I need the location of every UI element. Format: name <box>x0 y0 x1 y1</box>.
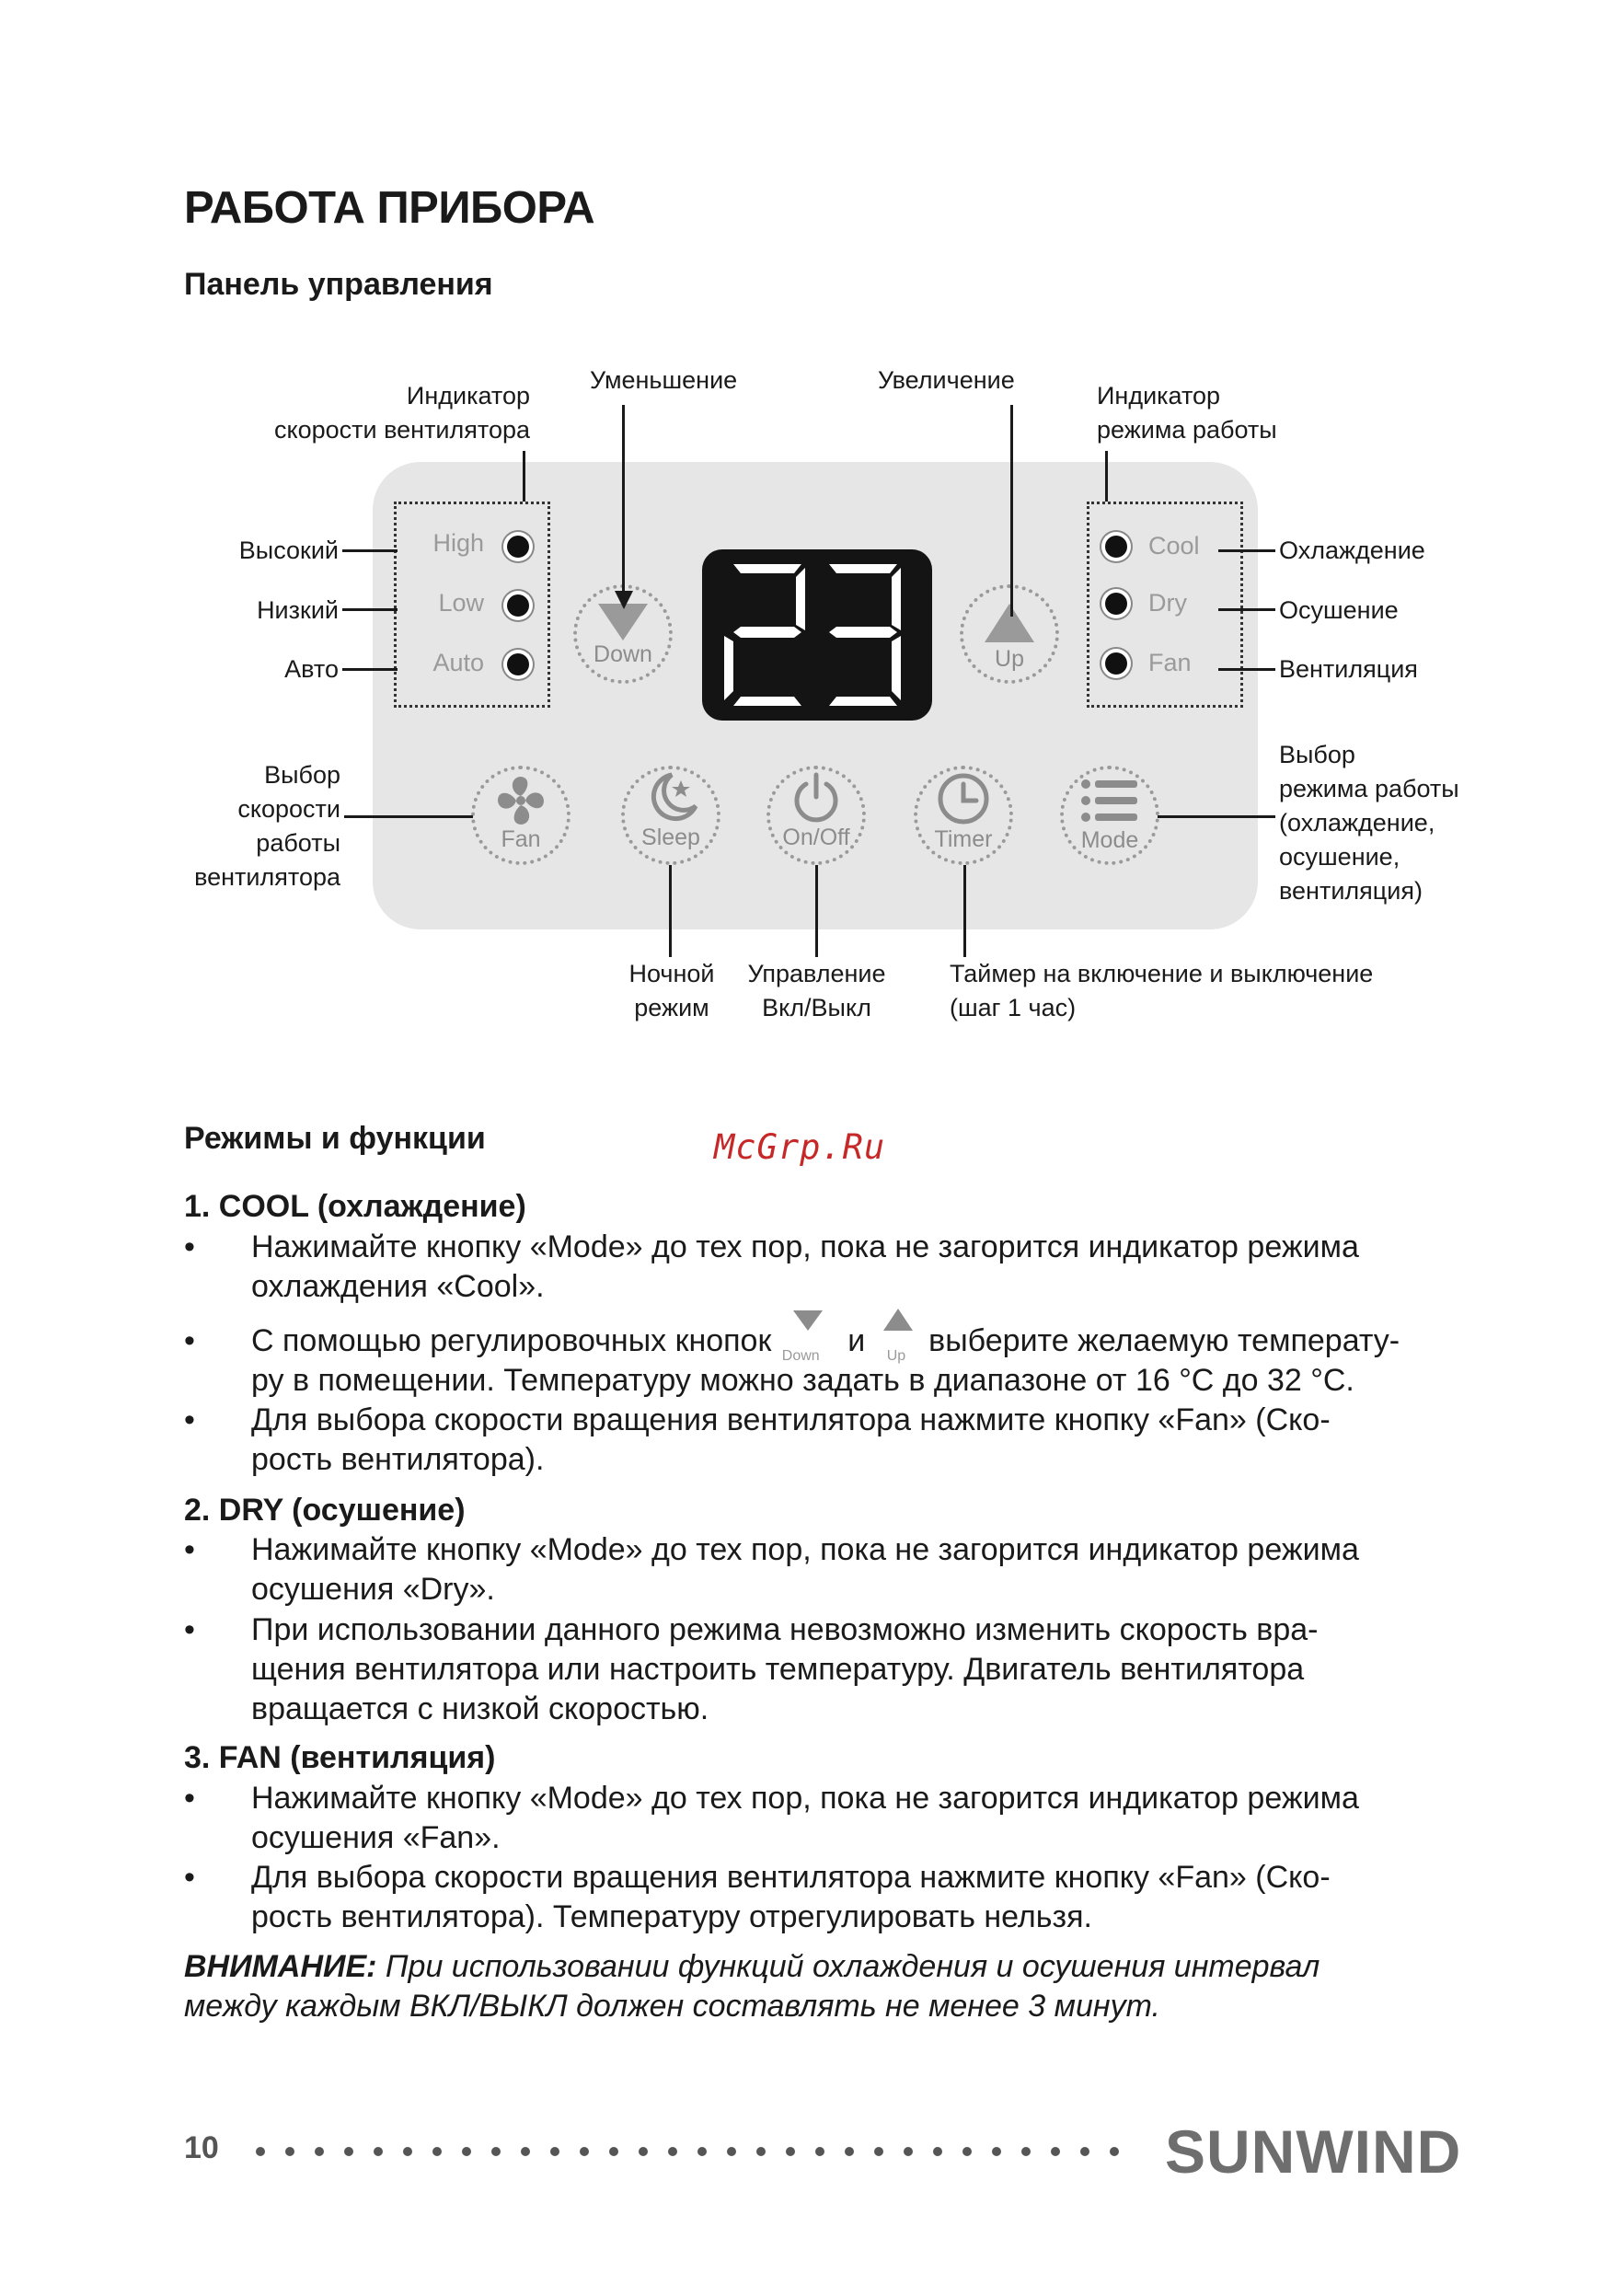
on-off-button-label: On/Off <box>782 825 850 850</box>
inline-up-button-icon: Up <box>874 1321 920 1358</box>
leader-line <box>1218 549 1275 552</box>
fan-icon <box>490 773 551 828</box>
callout-fan-select: Выбор скорости работы вентилятора <box>194 761 340 891</box>
callout-decrease: Уменьшение <box>590 366 738 394</box>
leader-line <box>1218 608 1275 611</box>
leader-line <box>1218 668 1275 671</box>
leader-line <box>342 668 398 671</box>
footer-dot-divider <box>253 2133 1127 2170</box>
leader-line <box>342 608 398 611</box>
leader-arrow-icon <box>613 589 635 611</box>
callout-mode-select: Выбор режима работы (охлаждение, осушение, вентиляция) <box>1279 741 1459 905</box>
panel-section-heading: Панель управления <box>184 267 493 302</box>
leader-line <box>1010 405 1013 617</box>
callout-mode-indicator: Индикатор режима работы <box>1097 382 1277 444</box>
leader-line <box>815 865 818 957</box>
warning-note: ВНИМАНИЕ: При использовании функций охлаждения и осушения интервал между каждым ВКЛ/ВЫКЛ должен составлять не менее 3 минут. <box>184 1949 1320 2024</box>
indicator-auto-led <box>507 653 529 675</box>
callout-timer: Таймер на включение и выключение (шаг 1 час) <box>950 960 1374 1021</box>
section-fan-heading: 3. FAN (вентиляция) <box>184 1740 496 1775</box>
section-cool-heading: 1. COOL (охлаждение) <box>184 1189 526 1224</box>
callout-cooling: Охлаждение <box>1279 537 1425 564</box>
indicator-cool-label: Cool <box>1148 532 1200 560</box>
temperature-display-digits <box>713 557 921 713</box>
power-icon <box>789 771 843 825</box>
leader-line <box>963 865 966 957</box>
up-arrow-icon <box>983 602 1036 644</box>
moon-star-icon <box>644 769 699 825</box>
callout-night: Ночной режим <box>628 960 715 1021</box>
indicator-low-label: Low <box>438 589 484 617</box>
down-button-label: Down <box>594 641 652 667</box>
indicator-cool-led <box>1105 536 1127 558</box>
callout-ventilation: Вентиляция <box>1279 655 1418 683</box>
brand-logo: SUNWIND <box>1165 2117 1462 2186</box>
indicator-fan-led <box>1105 652 1127 675</box>
indicator-dry-led <box>1105 593 1127 615</box>
callout-auto: Авто <box>284 655 339 683</box>
leader-line <box>622 405 625 598</box>
leader-line <box>344 815 473 818</box>
up-button-label: Up <box>995 646 1024 672</box>
section-dry-heading: 2. DRY (осушение) <box>184 1493 466 1528</box>
timer-button-label: Timer <box>934 826 993 852</box>
leader-line <box>1158 815 1275 818</box>
list-icon <box>1080 779 1139 825</box>
watermark: McGrp.Ru <box>714 1127 886 1167</box>
inline-down-button-icon: Down <box>780 1321 839 1358</box>
callout-power: Управление Вкл/Выкл <box>747 960 886 1021</box>
callout-increase: Увеличение <box>878 366 1015 394</box>
indicator-low-led <box>507 594 529 617</box>
leader-line <box>523 451 525 502</box>
callout-fan-indicator: Индикатор скорости вентилятора <box>273 382 530 444</box>
indicator-dry-label: Dry <box>1148 589 1187 617</box>
page-title: РАБОТА ПРИБОРА <box>184 183 595 233</box>
callout-high: Высокий <box>238 537 339 564</box>
leader-line <box>1105 451 1108 502</box>
callout-drying: Осушение <box>1279 596 1399 624</box>
indicator-fan-label: Fan <box>1148 649 1192 676</box>
leader-line <box>669 865 672 957</box>
clock-icon <box>936 771 991 826</box>
callout-low: Низкий <box>257 596 339 624</box>
page-number: 10 <box>184 2130 219 2165</box>
indicator-high-led <box>507 536 529 558</box>
sleep-button-label: Sleep <box>641 825 700 850</box>
indicator-auto-label: Auto <box>432 649 484 676</box>
leader-line <box>342 549 398 552</box>
modes-heading: Режимы и функции <box>184 1121 486 1156</box>
fan-button-label: Fan <box>501 826 541 852</box>
mode-button-label: Mode <box>1080 827 1139 853</box>
indicator-high-label: High <box>432 529 484 557</box>
